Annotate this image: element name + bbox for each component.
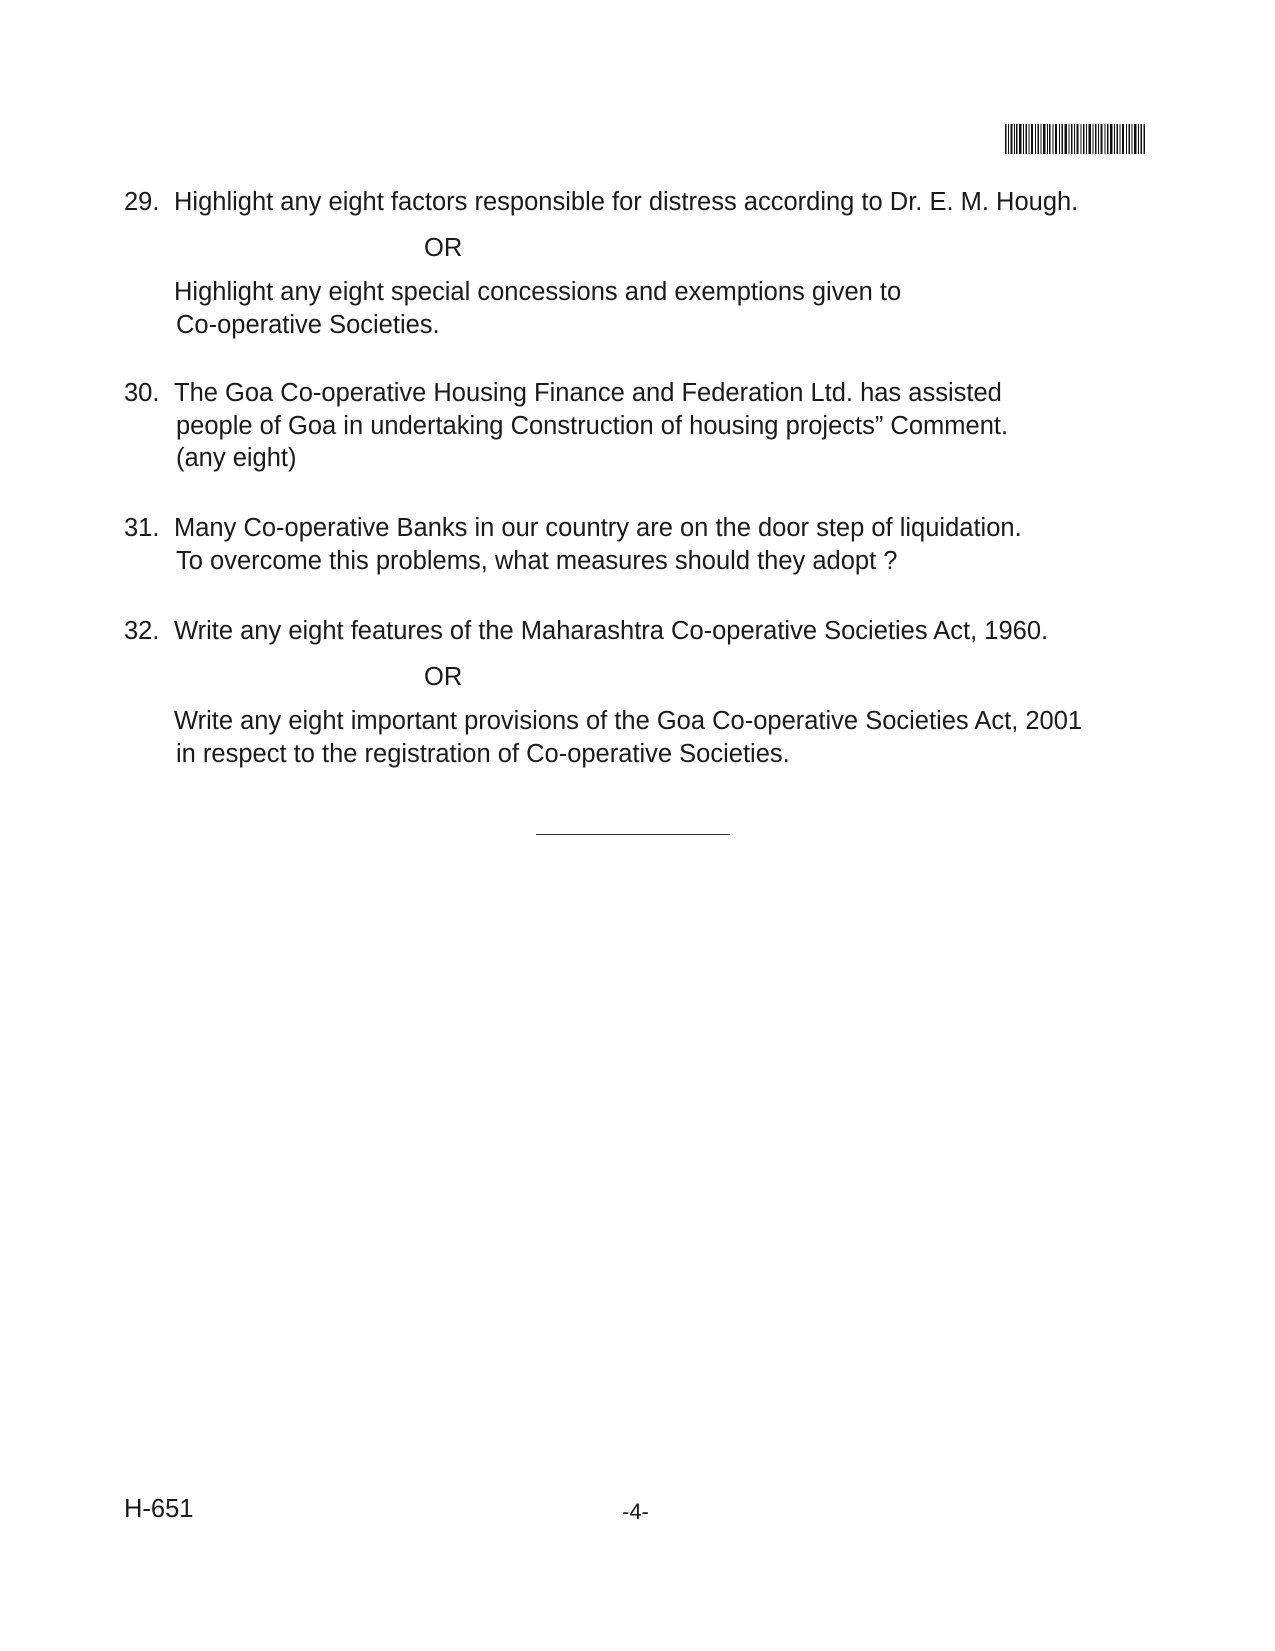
question-number: 29. — [124, 188, 160, 216]
question-line: Write any eight important provisions of the Goa Co-operative Societies Act, 2001 — [174, 707, 1083, 735]
question-line: in respect to the registration of Co-operative Societies. — [176, 739, 790, 768]
question-line: To overcome this problems, what measures should they adopt ? — [176, 546, 898, 575]
end-divider — [536, 834, 730, 835]
question-line: Highlight any eight factors responsible for distress according to Dr. E. M. Hough. — [174, 188, 1079, 216]
question-number: 32. — [124, 617, 160, 645]
question-line: people of Goa in undertaking Construction of housing projects” Comment. — [176, 411, 1009, 440]
question-number: 30. — [124, 379, 160, 407]
question-31 — [124, 512, 1164, 577]
or-separator: OR — [424, 663, 463, 691]
question-32 — [124, 615, 1164, 648]
question-line: The Goa Co-operative Housing Finance and Federation Ltd. has assisted — [174, 379, 1002, 407]
question-line: Highlight any eight special concessions and exemptions given to — [174, 278, 902, 306]
question-line: Many Co-operative Banks in our country are on the door step of liquidation. — [174, 514, 1022, 542]
question-29 — [124, 186, 1164, 219]
question-line: Write any eight features of the Maharashtra Co-operative Societies Act, 1960. — [174, 617, 1049, 645]
question-32-alternative — [174, 705, 1164, 770]
barcode-graphic — [1005, 124, 1145, 154]
page-number: -4- — [622, 1499, 649, 1524]
question-text — [174, 377, 1164, 475]
question-text — [174, 186, 1164, 219]
paper-code: H-651 — [124, 1495, 194, 1523]
question-29-alternative — [174, 276, 1164, 341]
or-separator: OR — [424, 234, 463, 262]
question-line: (any eight) — [176, 444, 297, 472]
barcode — [1005, 124, 1145, 154]
question-text — [174, 512, 1164, 577]
question-line: Co-operative Societies. — [176, 310, 440, 339]
question-text — [174, 615, 1164, 648]
question-number: 31. — [124, 514, 160, 542]
question-30 — [124, 377, 1164, 475]
